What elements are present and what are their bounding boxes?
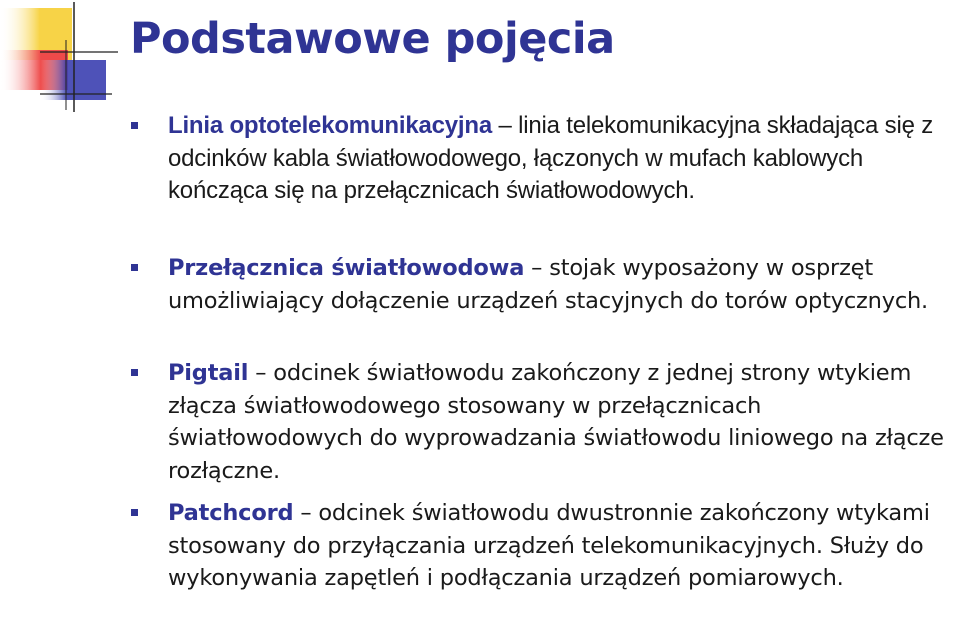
list-item: [168, 357, 958, 487]
definition: odcinek światłowodu zakończony z jednej strony wtykiem złącza światłowodowego stosowany w przełącznicach światłowodowych do wyprowadzania światłowodu liniowego na złącze rozłączne.: [168, 360, 944, 484]
square-bullet-icon: [131, 509, 138, 516]
list-item: [168, 252, 960, 317]
term: Przełącznica światłowodowa: [168, 255, 525, 281]
square-bullet-icon: [131, 264, 138, 271]
list-item: [168, 110, 958, 208]
definition: odcinek światłowodu dwustronnie zakończony wtykami stosowany do przyłączania urządzeń telekomunikacyjnych. Służy do wykonywania zapętleń i podłączania urządzeń pomiarowych.: [168, 500, 930, 591]
square-bullet-icon: [131, 369, 138, 376]
dash: –: [492, 112, 519, 139]
list-item: [168, 497, 958, 595]
definition: linia telekomunikacyjna składająca się z odcinków kabla światłowodowego, łączonych w mufach kablowych kończąca się na przełącznicach światłowodowych.: [168, 112, 933, 204]
term: Pigtail: [168, 360, 249, 386]
term: Patchcord: [168, 500, 294, 526]
dash: –: [248, 360, 274, 386]
dash: –: [524, 255, 550, 281]
dash: –: [293, 500, 319, 526]
definition: stojak wyposażony w osprzęt umożliwiający dołączenie urządzeń stacyjnych do torów optycznych.: [168, 255, 929, 314]
page-title: Podstawowe pojęcia: [130, 14, 615, 64]
term: Linia optotelekomunikacyjna: [168, 112, 493, 139]
square-bullet-icon: [131, 122, 138, 129]
